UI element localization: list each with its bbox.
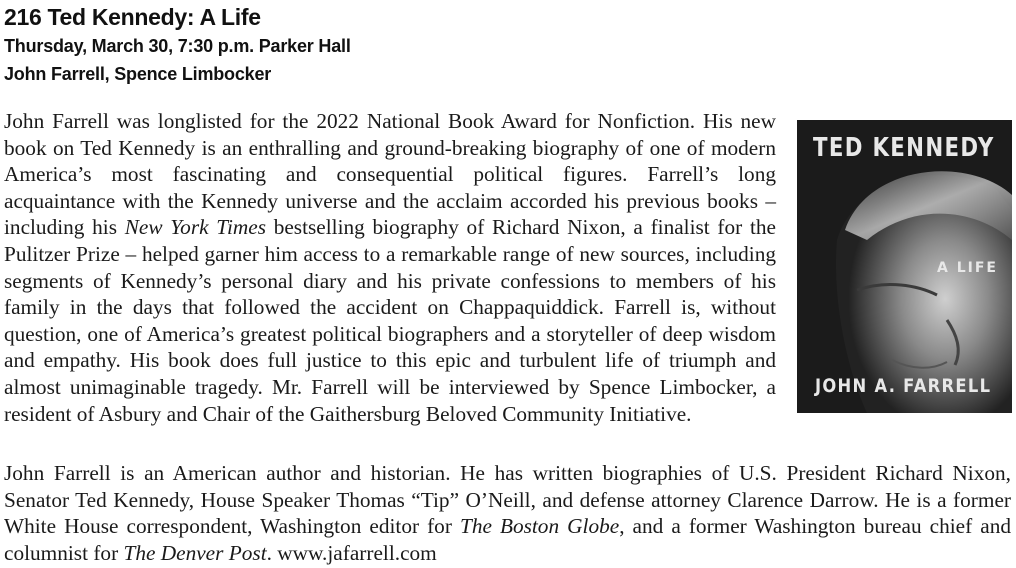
bio-text-1: John Farrell is an American author and historian. He has written biographies of U.S. President Richard Nixon, Senator Ted Kennedy, House Speaker Thomas “Tip” O’Neill, and defense attorney Clarence Darrow. He is a former White House correspondent, Washington editor for [4, 461, 1011, 539]
bio-text-2: , and a former Washington bureau chief and columnist for [4, 514, 1011, 565]
event-datetime: Thursday, March 30, 7:30 p.m. Parker Hall [4, 36, 351, 56]
bio-italic-post: The Denver Post [123, 540, 267, 565]
description-text-2: bestselling biography of Richard Nixon, a finalist for the Pulitzer Prize – helped garner him access to a remarkable range of new sources, including segments of Kennedy’s personal diary and his private confessions to members of his family in the days that followed the accident on Chappaquiddick. Farrell is, without question, one of America’s greatest political biographers and a storyteller of deep wisdom and empathy. His book does full justice to this epic and turbulent life of triumph and almost unimaginable tragedy. Mr. Farrell will be interviewed by Spence Limbocker, a resident of Asbury and Chair of the Gaithersburg Beloved Community Initiative. [4, 215, 776, 426]
book-cover [797, 120, 1012, 413]
description-paragraph [4, 108, 776, 427]
bio-italic-globe: The Boston Globe [459, 514, 620, 539]
event-title-line [4, 2, 351, 32]
event-number: 216 [4, 4, 42, 30]
cover-subtitle: A LIFE [937, 260, 998, 276]
event-title: Ted Kennedy: A Life [47, 4, 261, 30]
description-text-1: John Farrell was longlisted for the 2022 National Book Award for Nonfiction. His new book on Ted Kennedy is an enthralling and ground-breaking biography of one of modern America’s most fascinating and consequential political figures. Farrell’s long acquaintance with the Kennedy universe and the acclaim accorded his previous books – including his [4, 109, 776, 240]
bio-paragraph [4, 460, 1011, 566]
event-presenters: John Farrell, Spence Limbocker [4, 64, 272, 84]
event-heading [4, 2, 351, 88]
author-bio [4, 460, 1011, 566]
bio-text-3: . www.jafarrell.com [266, 540, 437, 565]
cover-author: JOHN A. FARRELL [815, 375, 992, 397]
cover-title: TED KENNEDY [813, 133, 995, 163]
event-description [4, 108, 776, 427]
description-italic-publication: New York Times [124, 215, 266, 240]
